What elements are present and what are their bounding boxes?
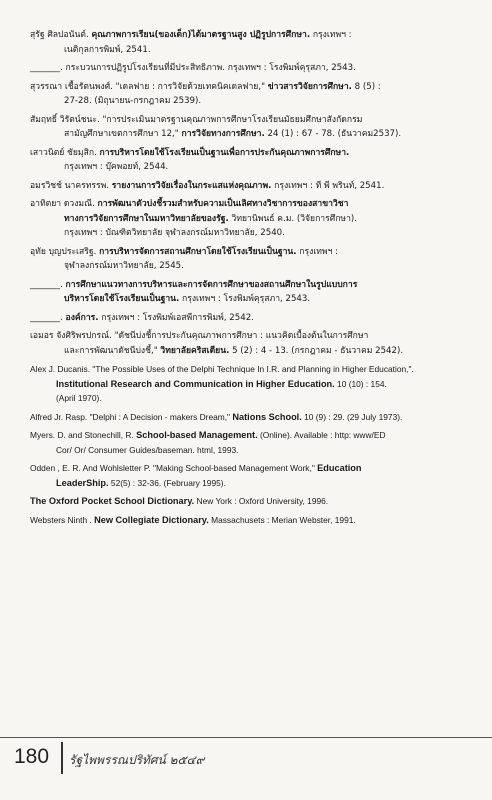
reference-text: 10 (10) : 154. [334,378,387,389]
reference-text: จุฬาลงกรณ์มหาวิทยาลัย, 2545. [64,261,184,271]
reference-text: Odden , E. R. And Wohlsletter P. "Making School-based Management Work," [30,463,318,473]
reference-line [30,292,470,307]
reference-text: (April 1970). [56,393,102,403]
reference-title: องค์การ. [65,312,99,323]
reference-text: Myers. D. and Stonechill, R. [30,430,137,440]
reference-line [30,179,470,194]
reference-title: การศึกษาแนวทางการบริหารและการจัดการศึกษาของสถานศึกษาในรูปแบบการ [65,279,358,290]
reference-title: Education [317,463,362,473]
reference-title: ทางการวิจัยการศึกษาในมหาวิทยาลัยของรัฐ. [64,213,229,224]
reference-text: กรุงเทพฯ : [310,30,352,40]
reference-text: Alex J. Ducanis. "The Possible Uses of the Delphi Technique In I.R. and Planning in Higher Education,". [30,364,414,374]
reference-line [30,410,470,425]
reference-title: LeaderShip. [56,477,109,488]
footer-divider [61,742,63,774]
reference-entry [30,245,470,274]
reference-entry [30,461,470,490]
reference-entry [30,494,470,509]
reference-line [30,344,470,359]
reference-text: (Online). Available : http: www/ED [257,430,386,440]
reference-line [30,329,470,344]
reference-line [30,259,470,274]
reference-text: 24 (1) : 67 - 78. (ธันวาคม2537). [264,129,402,139]
reference-line [30,428,470,443]
reference-title: School-based Management. [136,430,258,440]
reference-entry [30,362,470,406]
reference-text: กรุงเทพฯ : [296,246,339,257]
reference-text: 27-28. (มิถุนายน-กรกฎาคม 2539). [64,96,202,106]
reference-text: สุรัฐ ศิลปอนันต์. [30,30,92,40]
reference-entry [30,410,470,425]
reference-text: กรุงเทพฯ : โรงพิมพ์คุรุสภา, 2543. [179,294,311,304]
reference-entry [30,179,470,194]
reference-line [30,278,470,293]
reference-line [30,461,470,476]
reference-title: Institutional Research and Communication in Higher Education. [56,378,335,389]
reference-title: การบริหารโดยใช้โรงเรียนเป็นฐานเพื่อการประกันคุณภาพการศึกษา. [99,147,350,158]
reference-line [30,197,470,212]
reference-title: ข่าวสารวิจัยการศึกษา. [267,81,352,92]
reference-line [30,28,470,43]
reference-text: อมรวิชช์ นาครทรรพ. [30,180,112,191]
reference-entry [30,28,470,57]
reference-text: อุทัย บุญประเสริฐ. [30,246,100,257]
reference-line [30,476,470,491]
reference-text: 8 (5) : [351,81,381,92]
reference-text: 52(5) : 32-36. (February 1995). [108,477,226,488]
reference-entry [30,197,470,241]
reference-text: สุวรรณา เชื้อรัตนพงศ์. "เดลฟาย : การวิจัยด้วยเทคนิคเดลฟาย," [30,81,268,92]
reference-entry [30,329,470,358]
reference-entry [30,311,470,326]
reference-line [30,127,470,142]
reference-line [30,113,470,128]
reference-text: กรุงเทพฯ : บัณฑิตวิทยาลัย จุฬาลงกรณ์มหาวิทยาลัย, 2540. [64,228,285,238]
reference-entry [30,428,470,457]
reference-text: สัมฤทธิ์ วิรัตน์ชนะ. "การประเมินมาตรฐานคุณภาพการศึกษาโรงเรียนมัธยมศึกษาสังกัดกรม [30,114,363,125]
reference-text: เสาวนิตย์ ชัยมุสิก. [30,147,100,158]
reference-line [30,362,470,377]
reference-text: สามัญศึกษาเขตการศึกษา 12," [64,129,182,139]
reference-text: _______. [30,279,66,290]
reference-title: การบริหารจัดการสถานศึกษาโดยใช้โรงเรียนเป็นฐาน. [99,246,297,257]
reference-text: เอมอร จังศิริพรปกรณ์. "ดัชนีบ่งชี้การประกันคุณภาพการศึกษา : แนวคิดเบื้องต้นในการศึกษา [30,331,369,341]
reference-title: การพัฒนาตัวบ่งชี้รวมสำหรับความเป็นเลิศทางวิชาการของสาขาวิชา [97,199,349,209]
reference-text: Websters Ninth . [30,514,95,525]
reference-text: อาทิตยา ดวงมณี. [30,199,98,209]
reference-line [30,212,470,227]
reference-text: กรุงเทพฯ : โรงพิมพ์เอสพีการพิมพ์, 2542. [98,312,254,323]
page-number: 180 [14,745,50,768]
reference-line [30,443,470,458]
reference-line [30,43,470,58]
reference-text: Cor/ Or/ Consumer Guides/baseman. html, 1993. [56,444,239,455]
reference-entry [30,278,470,307]
reference-text: วิทยานิพนธ์ ค.ม. (วิจัยการศึกษา). [228,213,357,224]
reference-title: วิทยาลัยคริสเตียน. [160,345,230,356]
reference-text: Massachusets : Merian Webster, 1991. [208,514,356,525]
reference-line [30,146,470,161]
reference-entry [30,513,470,528]
reference-line [30,391,470,406]
reference-title: New Collegiate Dictionary. [94,514,209,525]
reference-entry [30,113,470,142]
reference-line [30,160,470,175]
reference-text: กรุงเทพฯ : บุ๊คพอยท์, 2544. [64,162,169,172]
reference-entry [30,146,470,175]
reference-title: บริหารโดยใช้โรงเรียนเป็นฐาน. [64,294,180,304]
reference-text: New York : Oxford University, 1996. [194,496,329,506]
reference-line [30,513,470,528]
bibliography-list [30,28,470,531]
reference-line [30,61,470,76]
reference-text: และการพัฒนาดัชนีบ่งชี้," [64,345,161,356]
footer-rule [0,737,492,738]
reference-title: The Oxford Pocket School Dictionary. [30,496,195,506]
reference-line [30,494,470,509]
reference-text: เนติกุลการพิมพ์, 2541. [64,44,151,55]
reference-text: Alfred Jr. Rasp. "Delphi : A Decision - makers Dream," [30,411,233,422]
reference-line [30,94,470,109]
reference-entry [30,80,470,109]
reference-title: คุณภาพการเรียน(ของเด็ก)ได้มาตรฐานสูง ปฏิรูปการศึกษา. [91,30,311,40]
reference-title: การวิจัยทางการศึกษา. [181,129,265,139]
reference-text: กรุงเทพฯ : ที พี พรินท์, 2541. [271,180,385,191]
reference-text: _______. [30,312,66,323]
reference-text: _______. กระบวนการปฏิรูปโรงเรียนที่มีประสิทธิภาพ. กรุงเทพฯ : โรงพิมพ์คุรุสภา, 2543. [30,63,356,73]
reference-title: Nations School. [232,411,302,422]
reference-line [30,377,470,392]
reference-line [30,80,470,95]
reference-line [30,226,470,241]
reference-text: 5 (2) : 4 - 13. (กรกฎาคม - ธันวาคม 2542). [229,345,404,356]
reference-title: รายงานการวิจัยเรื่องในกระแสแห่งคุณภาพ. [111,180,272,191]
reference-text: 10 (9) : 29. (29 July 1973). [301,411,403,422]
reference-line [30,245,470,260]
journal-name: รัฐไพพรรณปริทัศน์ ๒๕๔๙ [69,753,205,767]
reference-line [30,311,470,326]
reference-entry [30,61,470,76]
